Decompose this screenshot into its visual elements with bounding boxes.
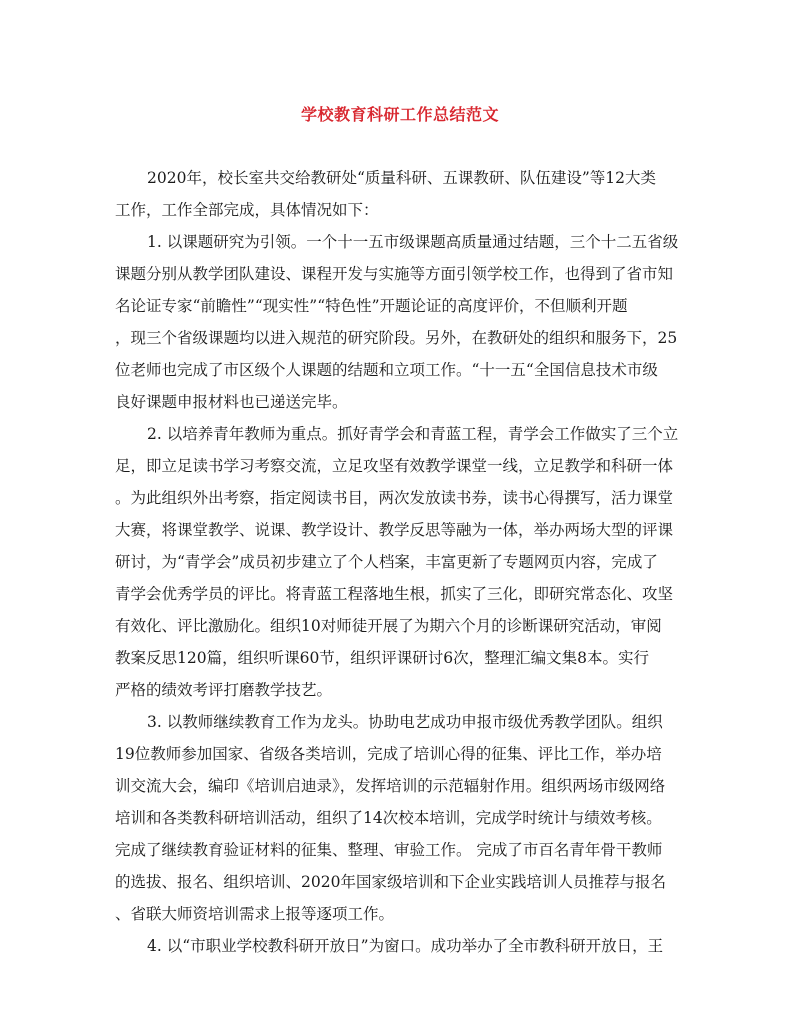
document-title: 学校教育科研工作总结范文	[300, 105, 499, 124]
paragraph-line: 2020年，校长室共交给教研处“质量科研、五课教研、队伍建设”等12大类	[147, 169, 657, 187]
paragraph-line: 青学会优秀学员的评比。将青蓝工程落地生根，抓实了三化，即研究常态化、攻坚	[115, 585, 674, 603]
paragraph-line: 名论证专家“前瞻性”“现实性”“特色性”开题论证的高度评价，不但顺利开题	[115, 297, 628, 315]
paragraph-line: 教案反思120篇，组织听课60节，组织评课研讨6次，整理汇编文集8本。实行	[115, 649, 650, 667]
paragraph-line: 。为此组织外出考察，指定阅读书目，两次发放读书券，读书心得撰写，活力课堂	[115, 489, 674, 507]
paragraph-line: 有效化、评比激励化。组织10对师徒开展了为期六个月的诊断课研究活动，审阅	[115, 617, 662, 635]
paragraph-line: 3. 以教师继续教育工作为龙头。协助电艺成功申报市级优秀教学团队。组织	[147, 713, 663, 731]
paragraph-line: ，现三个省级课题均以进入规范的研究阶段。另外，在教研处的组织和服务下，25	[115, 329, 678, 347]
paragraph-line: 4. 以“市职业学校教科研开放日”为窗口。成功举办了全市教科研开放日，王	[147, 937, 664, 955]
paragraph-line: 足，即立足读书学习考察交流，立足攻坚有效教学课堂一线，立足教学和科研一体	[115, 457, 674, 475]
paragraph-line: 位老师也完成了市区级个人课题的结题和立项工作。“十一五“全国信息技术市级	[115, 361, 658, 379]
paragraph-line: 大赛，将课堂教学、说课、教学设计、教学反思等融为一体，举办两场大型的评课	[115, 521, 674, 539]
paragraph-line: 工作，工作全部完成，具体情况如下：	[115, 201, 379, 219]
paragraph-line: 研讨，为“青学会”成员初步建立了个人档案，丰富更新了专题网页内容，完成了	[115, 553, 658, 571]
paragraph-line: 完成了继续教育验证材料的征集、整理、审验工作。 完成了市百名青年骨干教师	[115, 841, 663, 859]
paragraph-line: 良好课题申报材料也已递送完毕。	[115, 393, 348, 411]
paragraph-line: 严格的绩效考评打磨教学技艺。	[115, 681, 333, 699]
paragraph-line: 课题分别从教学团队建设、课程开发与实施等方面引领学校工作，也得到了省市知	[115, 265, 674, 283]
paragraph-line: 2. 以培养青年教师为重点。抓好青学会和青蓝工程，青学会工作做实了三个立	[147, 425, 679, 443]
paragraph-line: 的选拔、报名、组织培训、2020年国家级培训和下企业实践培训人员推荐与报名	[115, 873, 666, 891]
paragraph-line: 训交流大会，编印《培训启迪录》，发挥培训的示范辐射作用。组织两场市级网络	[115, 777, 666, 795]
paragraph-line: 19位教师参加国家、省级各类培训，完成了培训心得的征集、评比工作，举办培	[115, 745, 662, 763]
paragraph-line: 、省联大师资培训需求上报等逐项工作。	[115, 905, 395, 923]
paragraph-line: 1. 以课题研究为引领。一个十一五市级课题高质量通过结题，三个十二五省级	[147, 233, 679, 251]
paragraph-line: 培训和各类教科研培训活动，组织了14次校本培训，完成学时统计与绩效考核。	[115, 809, 662, 827]
